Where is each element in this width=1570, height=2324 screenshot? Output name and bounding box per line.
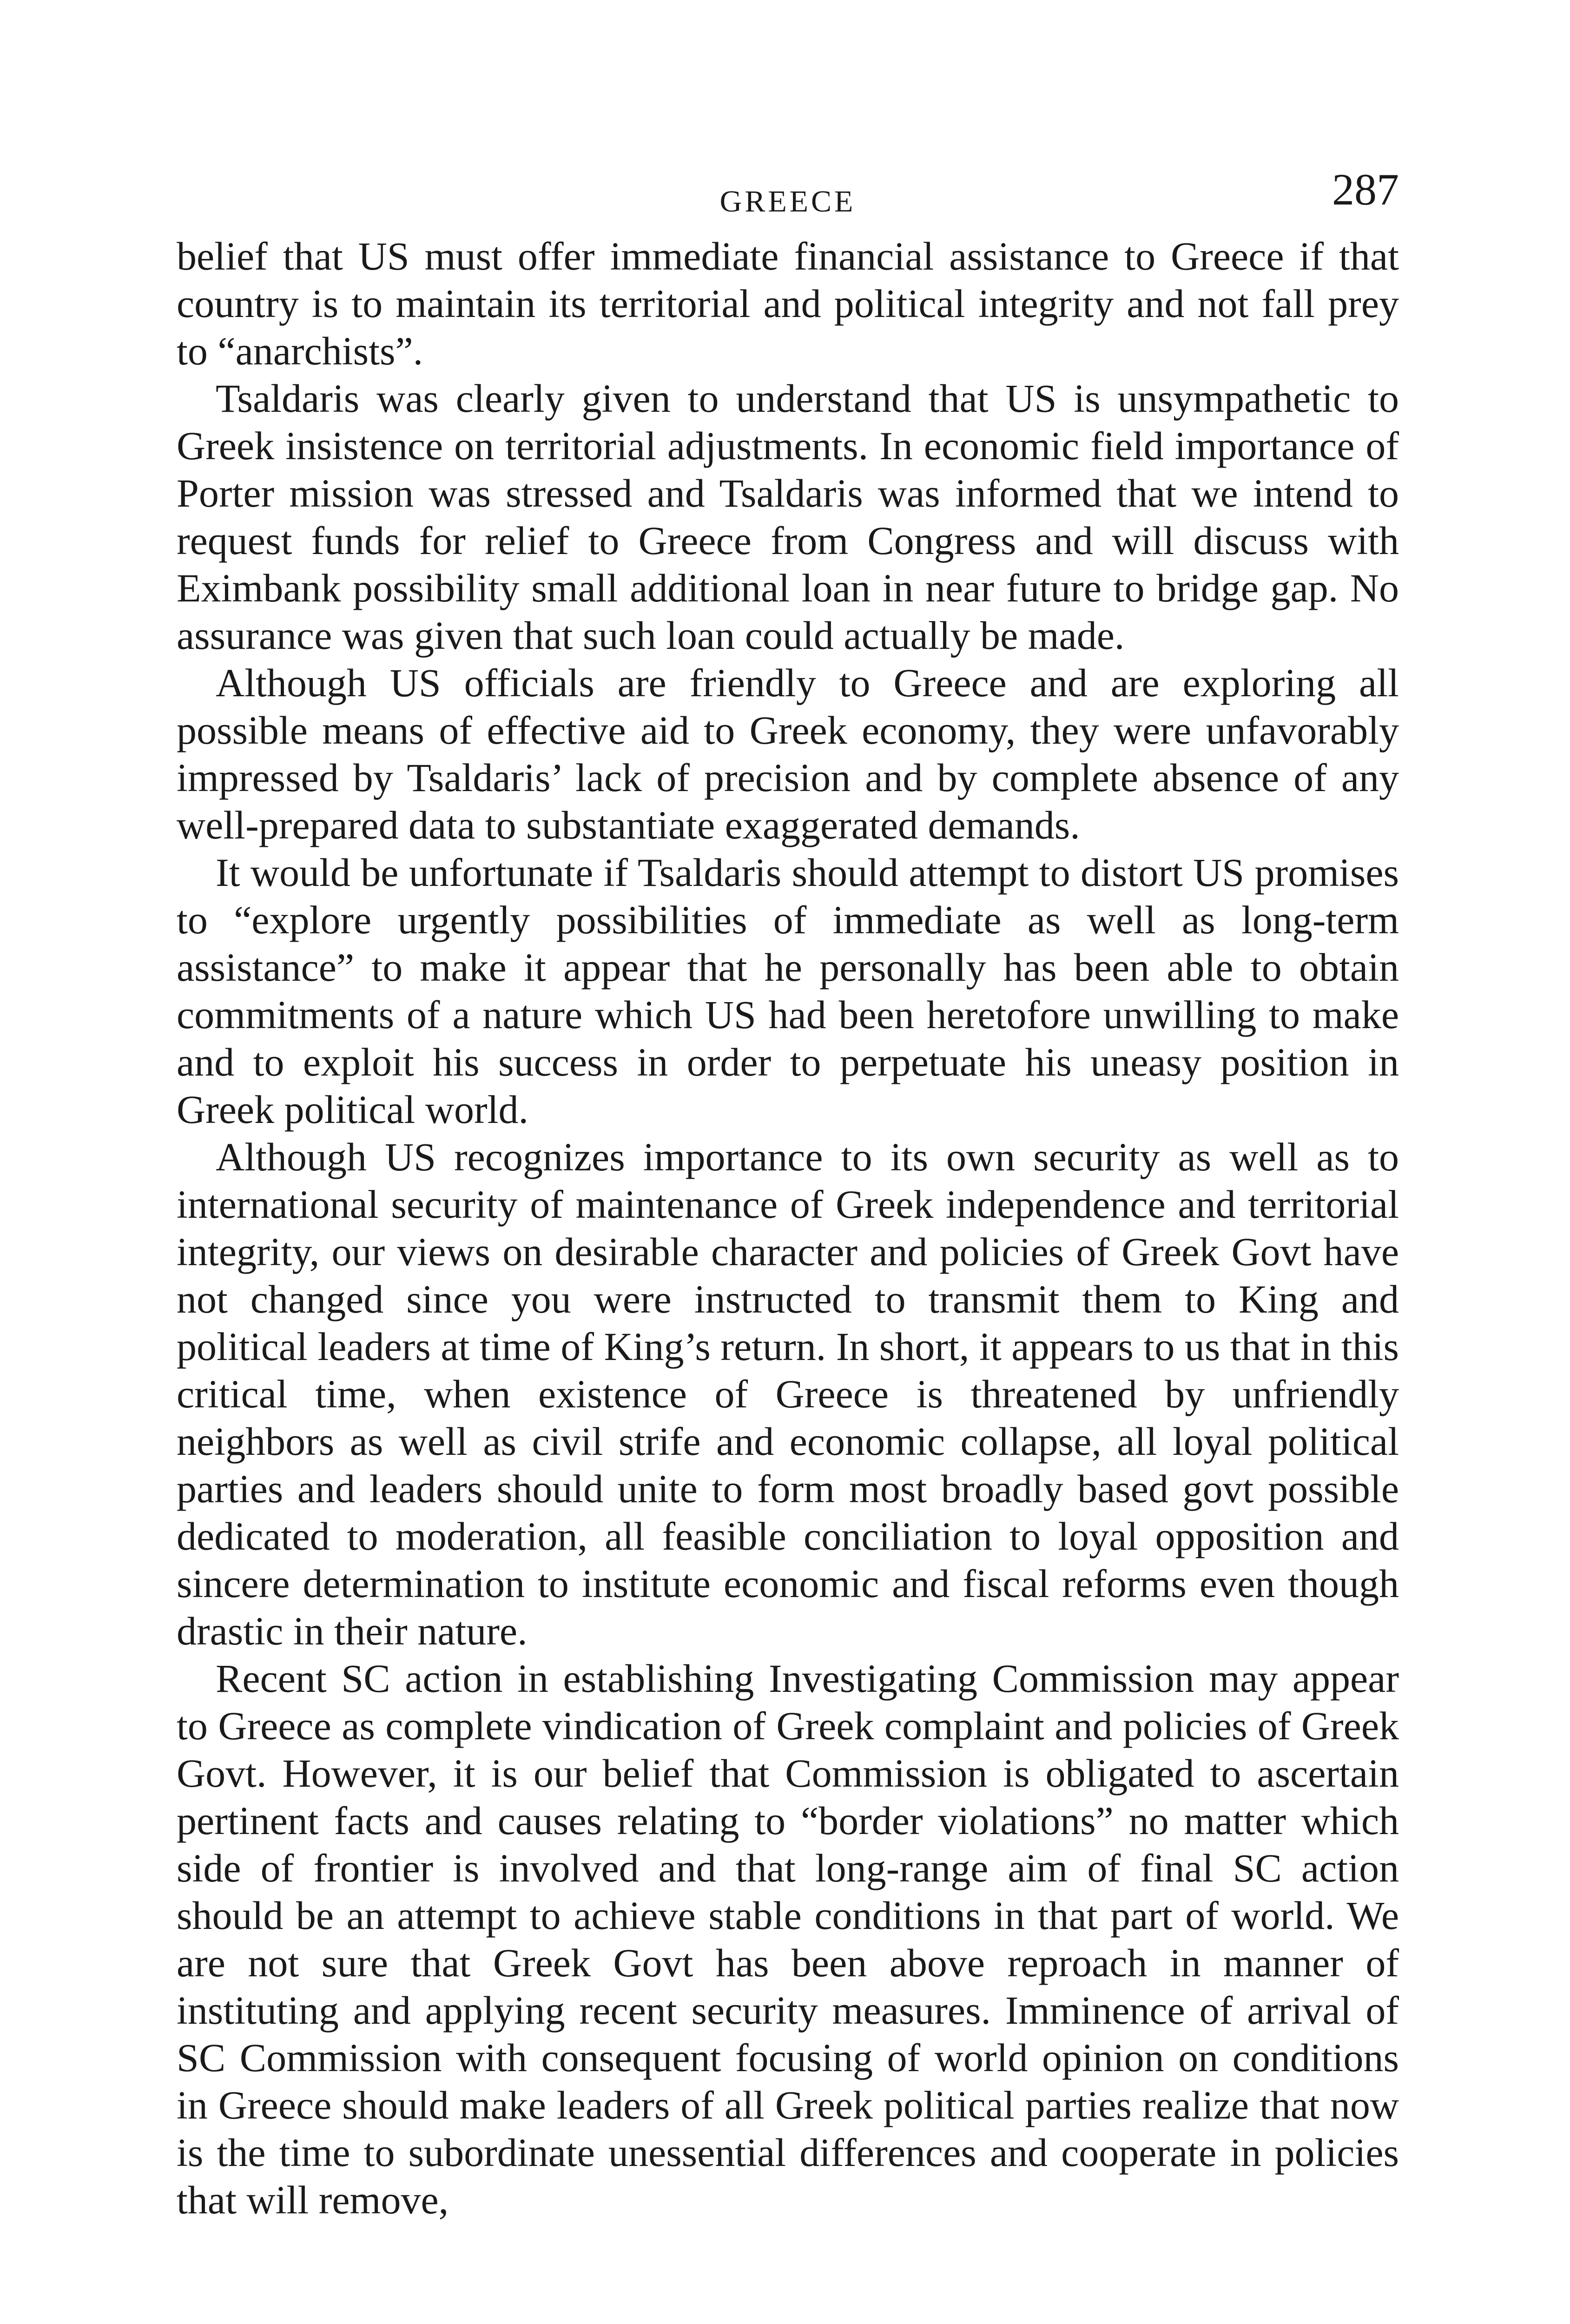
paragraph-3: Although US officials are friendly to Greece and are exploring all possible means of effective aid to Greek economy, they were unfavorably impressed by Tsaldaris’ lack of precision and by complete absence of any well-prepared data to substantiate exaggerated demands. [177, 660, 1399, 847]
document-page [177, 167, 1399, 2224]
page-number: 287 [1332, 165, 1399, 214]
body-text [177, 232, 1399, 2224]
paragraph-5: Although US recognizes importance to its own security as well as to international security of maintenance of Greek independence and territorial integrity, our views on desirable character and policies of Greek Govt have not changed since you were instructed to transmit them to King and political leaders at time of King’s return. In short, it appears to us that in this critical time, when existence of Greece is threatened by unfriendly neighbors as well as civil strife and economic collapse, all loyal political parties and leaders should unite to form most broadly based govt possible dedicated to moderation, all feasible conciliation to loyal opposition and sincere determination to institute economic and fiscal reforms even though drastic in their nature. [177, 1135, 1399, 1653]
paragraph-6: Recent SC action in establishing Investigating Commission may appear to Greece as complete vindication of Greek complaint and policies of Greek Govt. However, it is our belief that Commission is obligated to ascertain pertinent facts and causes relating to “border violations” no matter which side of frontier is involved and that long-range aim of final SC action should be an attempt to achieve stable conditions in that part of world. We are not sure that Greek Govt has been above reproach in manner of instituting and applying recent security measures. Imminence of arrival of SC Commission with consequent focusing of world opinion on conditions in Greece should make leaders of all Greek political parties realize that now is the time to subordinate unessential differences and cooperate in policies that will remove, [177, 1656, 1399, 2222]
paragraph-4: It would be unfortunate if Tsaldaris should attempt to distort US promises to “explore urgently possibilities of immediate as well as long-term assistance” to make it appear that he personally has been able to obtain commitments of a nature which US had been heretofore unwilling to make and to exploit his success in order to perpetuate his uneasy position in Greek political world. [177, 850, 1399, 1132]
running-head: GREECE [719, 185, 856, 218]
page-header [177, 167, 1399, 218]
paragraph-2: Tsaldaris was clearly given to understand that US is unsympathetic to Greek insistence on territorial adjustments. In economic field importance of Porter mission was stressed and Tsaldaris was informed that we intend to request funds for relief to Greece from Congress and will discuss with Eximbank possibility small additional loan in near future to bridge gap. No assurance was given that such loan could actually be made. [177, 376, 1399, 658]
paragraph-1: belief that US must offer immediate financial assistance to Greece if that country is to maintain its territorial and political integrity and not fall prey to “anarchists”. [177, 234, 1399, 373]
